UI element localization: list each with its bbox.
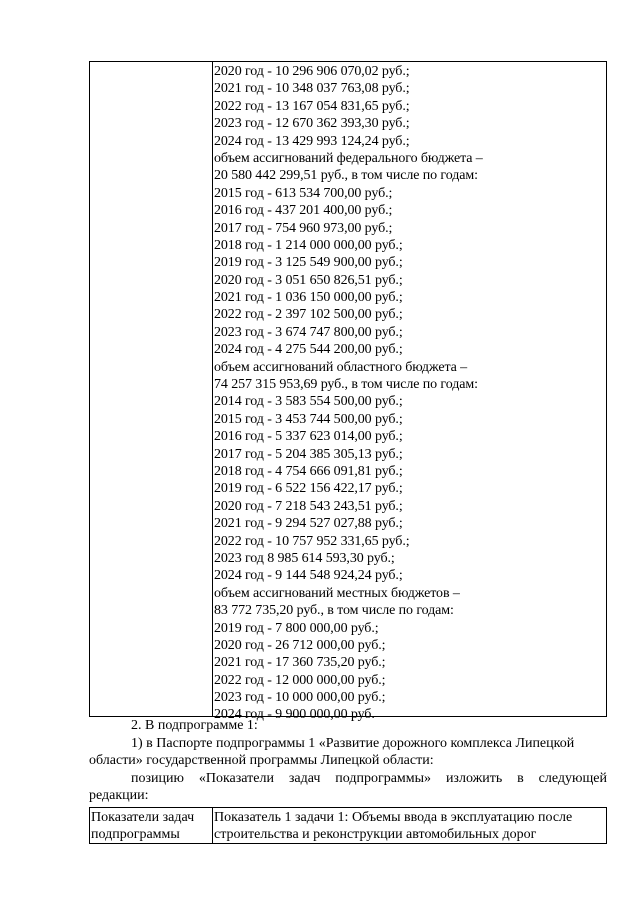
position-word: «Показатели xyxy=(198,770,274,786)
funding-line: 83 772 735,20 руб., в том числе по годам: xyxy=(214,603,454,619)
table-column-divider xyxy=(212,62,213,716)
funding-line: 2015 год - 3 453 744 500,00 руб.; xyxy=(214,411,403,427)
indicators-label-line2: подпрограммы xyxy=(91,827,180,842)
position-word: следующей xyxy=(538,770,607,786)
indicators-label-cell xyxy=(91,809,211,843)
funding-line: 2022 год - 13 167 054 831,65 руб.; xyxy=(214,98,410,114)
funding-line: объем ассигнований местных бюджетов – xyxy=(214,585,460,601)
position-word: в xyxy=(517,770,524,786)
funding-line: 2023 год - 10 000 000,00 руб.; xyxy=(214,690,386,706)
funding-line: 2023 год - 3 674 747 800,00 руб.; xyxy=(214,324,403,340)
funding-line: 2022 год - 10 757 952 331,65 руб.; xyxy=(214,533,410,549)
funding-line: 2017 год - 5 204 385 305,13 руб.; xyxy=(214,446,403,462)
subprogram-section xyxy=(89,717,607,805)
funding-line: 2021 год - 10 348 037 763,08 руб.; xyxy=(214,81,410,97)
funding-line: 2020 год - 10 296 906 070,02 руб.; xyxy=(214,64,410,79)
funding-line: 2019 год - 6 522 156 422,17 руб.; xyxy=(214,481,403,497)
funding-line: 2021 год - 1 036 150 000,00 руб.; xyxy=(214,290,403,306)
funding-line: 2023 год - 12 670 362 393,30 руб.; xyxy=(214,116,410,132)
funding-line: 2024 год - 13 429 993 124,24 руб.; xyxy=(214,133,410,149)
funding-line: 2022 год - 2 397 102 500,00 руб.; xyxy=(214,307,403,323)
funding-line: 2024 год - 9 144 548 924,24 руб.; xyxy=(214,568,403,584)
funding-line: 2017 год - 754 960 973,00 руб.; xyxy=(214,220,393,236)
funding-table-right-cell xyxy=(214,63,604,724)
funding-line: 2022 год - 12 000 000,00 руб.; xyxy=(214,672,386,688)
funding-line: 2021 год - 9 294 527 027,88 руб.; xyxy=(214,516,403,532)
funding-line: 2020 год - 3 051 650 826,51 руб.; xyxy=(214,272,403,288)
indicators-value-line1: Показатель 1 задачи 1: Объемы ввода в эксплуатацию после xyxy=(214,810,573,825)
indicators-value-cell xyxy=(214,809,604,843)
position-word: изложить xyxy=(445,770,503,786)
position-word: позицию xyxy=(131,770,184,786)
position-line1 xyxy=(89,770,607,788)
funding-table-left-cell xyxy=(90,62,212,716)
indicators-table xyxy=(89,807,607,844)
funding-line: 2024 год - 9 900 000,00 руб. xyxy=(214,707,375,723)
funding-line: 20 580 442 299,51 руб., в том числе по годам: xyxy=(214,168,478,184)
funding-line: 2016 год - 5 337 623 014,00 руб.; xyxy=(214,429,403,445)
position-word: задач xyxy=(288,770,321,786)
funding-line: 2018 год - 1 214 000 000,00 руб.; xyxy=(214,237,403,253)
item-2-1-line2: области» государственной программы Липецкой области: xyxy=(89,753,434,769)
funding-table xyxy=(89,61,607,723)
funding-line: 2019 год - 3 125 549 900,00 руб.; xyxy=(214,255,403,271)
funding-line: 74 257 315 953,69 руб., в том числе по годам: xyxy=(214,377,478,393)
indicators-value-line2: строительства и реконструкции автомобильных дорог xyxy=(214,827,537,842)
funding-line: 2020 год - 26 712 000,00 руб.; xyxy=(214,637,386,653)
funding-line: 2023 год 8 985 614 593,30 руб.; xyxy=(214,550,395,566)
position-line2: редакции: xyxy=(89,788,149,804)
funding-line: 2015 год - 613 534 700,00 руб.; xyxy=(214,185,393,201)
funding-line: 2024 год - 4 275 544 200,00 руб.; xyxy=(214,342,403,358)
funding-line: 2014 год - 3 583 554 500,00 руб.; xyxy=(214,394,403,410)
position-word: подпрограммы» xyxy=(335,770,432,786)
funding-line: 2016 год - 437 201 400,00 руб.; xyxy=(214,203,393,219)
item-2-heading: 2. В подпрограмме 1: xyxy=(131,718,258,733)
funding-line: 2018 год - 4 754 666 091,81 руб.; xyxy=(214,463,403,479)
item-2-1-line1: 1) в Паспорте подпрограммы 1 «Развитие дорожного комплекса Липецкой xyxy=(131,735,575,751)
indicators-label-line1: Показатели задач xyxy=(91,810,195,825)
funding-line: 2019 год - 7 800 000,00 руб.; xyxy=(214,620,379,636)
funding-line: 2020 год - 7 218 543 243,51 руб.; xyxy=(214,498,403,514)
funding-line: 2021 год - 17 360 735,20 руб.; xyxy=(214,655,386,671)
funding-line: объем ассигнований областного бюджета – xyxy=(214,359,468,375)
table-column-divider xyxy=(212,808,213,843)
funding-line: объем ассигнований федерального бюджета – xyxy=(214,150,483,166)
